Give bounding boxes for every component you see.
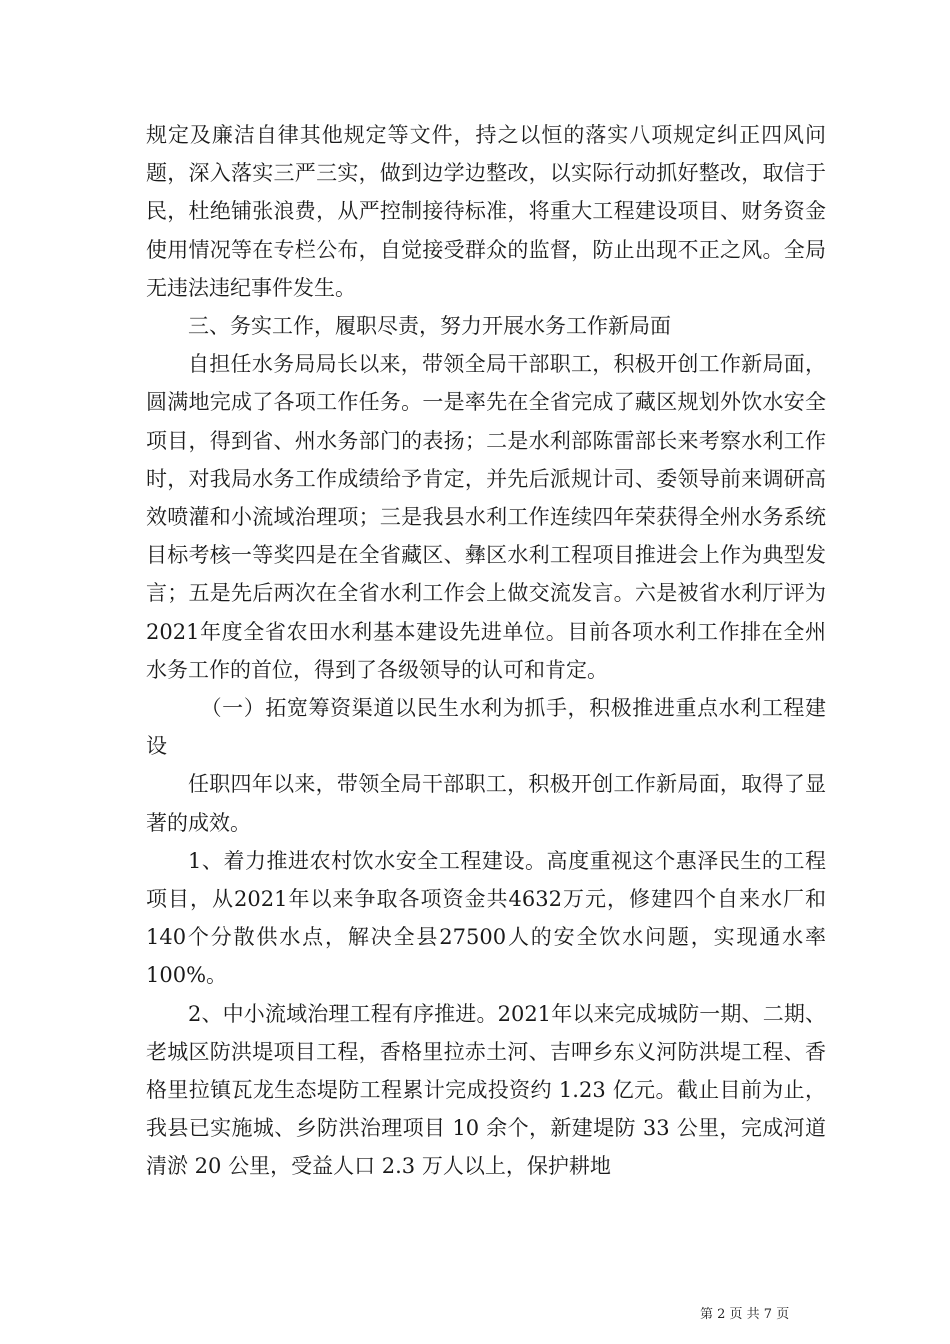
subsection-heading: （一）拓宽筹资渠道以民生水利为抓手，积极推进重点水利工程建设 bbox=[146, 696, 826, 759]
paragraph: 任职四年以来，带领全局干部职工，积极开创工作新局面，取得了显著的成效。 bbox=[146, 772, 826, 835]
page-number-footer: 第 2 页 共 7 页 bbox=[700, 1307, 790, 1322]
paragraph: 自担任水务局局长以来，带领全局干部职工，积极开创工作新局面，圆满地完成了各项工作任务。一是率先在全省完成了藏区规划外饮水安全项目，得到省、州水务部门的表扬；二是水利部陈雷部长来考察水利工作时，对我局水务工作成绩给予肯定，并先后派规计司、委领导前来调研高效喷灌和小流域治理项；三是我县水利工作连续四年荣获得全州水务系统目标考核一等奖四是在全省藏区、彝区水利工程项目推进会上作为典型发言；五是先后两次在全省水利工作会上做交流发言。六是被省水利厅评为2021年度全省农田水利基本建设先进单位。目前各项水利工作排在全州水务工作的首位，得到了各级领导的认可和肯定。 bbox=[146, 352, 826, 682]
paragraph: 1、着力推进农村饮水安全工程建设。高度重视这个惠泽民生的工程项目，从2021年以来争取各项资金共4632万元，修建四个自来水厂和140个分散供水点，解决全县27500人的安全饮水问题，实现通水率100%。 bbox=[146, 848, 826, 988]
document-body bbox=[146, 116, 826, 1186]
paragraph: 2、中小流域治理工程有序推进。2021年以来完成城防一期、二期、老城区防洪堤项目工程，香格里拉赤土河、吉呷乡东义河防洪堤工程、香格里拉镇瓦龙生态堤防工程累计完成投资约 1.23 亿元。截止目前为止，我县已实施城、乡防洪治理项目 10 余个，新建堤防 33 公里，完成河道清淤 20 公里，受益人口 2.3 万人以上，保护耕地 bbox=[146, 1001, 826, 1179]
section-heading: 三、务实工作，履职尽责，努力开展水务工作新局面 bbox=[188, 314, 671, 339]
paragraph: 规定及廉洁自律其他规定等文件，持之以恒的落实八项规定纠正四风问题，深入落实三严三实，做到边学边整改，以实际行动抓好整改，取信于民，杜绝铺张浪费，从严控制接待标准，将重大工程建设项目、财务资金使用情况等在专栏公布，自觉接受群众的监督，防止出现不正之风。全局无违法违纪事件发生。 bbox=[146, 123, 826, 300]
